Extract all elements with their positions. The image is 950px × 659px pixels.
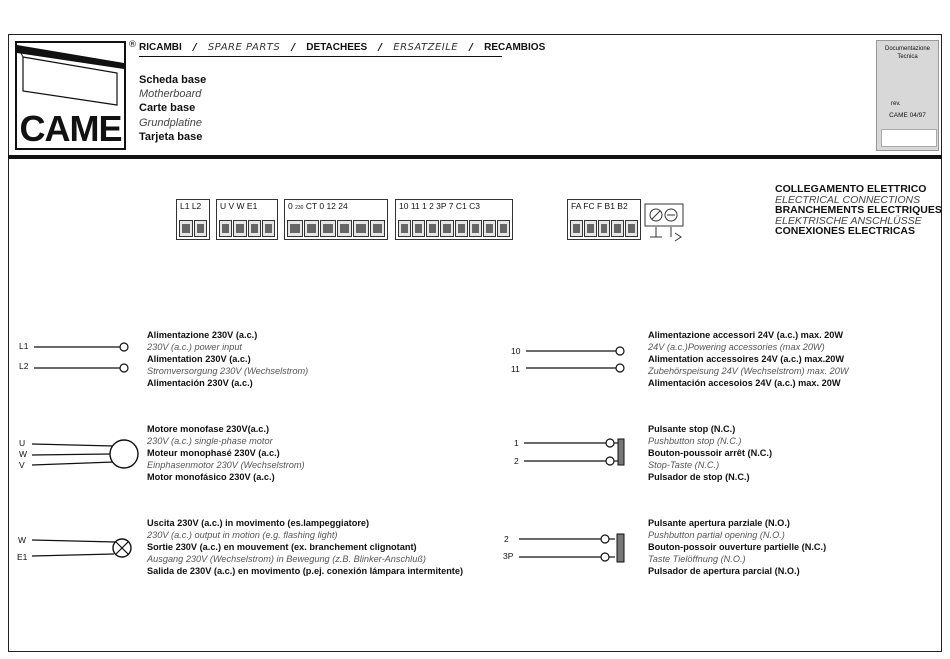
terminal-labels: U V W E1 [220, 201, 258, 211]
stop-description [648, 424, 772, 484]
wire-label-e1: E1 [17, 552, 28, 562]
doc-title-1: Documentazione [884, 46, 931, 52]
partial-opening-wiring-diagram [515, 531, 630, 567]
wire-label-w: W [19, 449, 28, 459]
desc-es: Salida de 230V (a.c.) en movimento (p.ej. conexión lámpara intermitente) [147, 565, 464, 576]
doc-blank-field [881, 129, 937, 147]
desc-es: Pulsador de stop (N.C.) [648, 471, 750, 482]
terminal-labels: FA FC F B1 B2 [571, 201, 628, 211]
desc-de: Zubehörspeisung 24V (Wechselstrom) max. 20W [648, 365, 849, 376]
power-wiring-diagram [30, 338, 135, 378]
lang-separator: / [291, 42, 296, 53]
desc-de: Stromversorgung 230V (Wechselstrom) [147, 365, 309, 376]
documentation-box [876, 40, 939, 151]
conn-title-fr: BRANCHEMENTS ELECTRIQUES [775, 204, 942, 216]
terminal-labels: 10 11 1 2 3P 7 C1 C3 [399, 201, 480, 211]
desc-de: Einphasenmotor 230V (Wechselstrom) [147, 459, 305, 470]
desc-en: 230V (a.c.) single-phase motor [147, 435, 273, 446]
accessories-wiring-diagram [520, 343, 630, 375]
wire-label-l1: L1 [19, 341, 29, 351]
came-logo [15, 41, 126, 150]
desc-de: Taste Tielöffnung (N.O.) [648, 553, 746, 564]
desc-it: Alimentazione 230V (a.c.) [147, 330, 258, 340]
wire-label-11: 11 [511, 364, 520, 374]
doc-rev: rev. [891, 101, 901, 107]
title-de: Grundplatine [139, 116, 202, 129]
desc-de: Ausgang 230V (Wechselstrom) in Bewegung (z.B. Blinker-Anschluß) [147, 553, 426, 564]
logo-text: CAME [19, 108, 122, 149]
conn-title-en: ELECTRICAL CONNECTIONS [775, 193, 921, 206]
languages-underline [139, 56, 502, 57]
desc-it: Pulsante apertura parziale (N.O.) [648, 518, 790, 528]
header-separator [8, 155, 942, 159]
title-es: Tarjeta base [139, 130, 203, 143]
desc-fr: Bouton-possoir ouverture partielle (N.C.) [648, 541, 827, 552]
desc-fr: Moteur monophasé 230V (a.c.) [147, 447, 280, 458]
desc-es: Alimentación accesoios 24V (a.c.) max. 20W [648, 377, 841, 388]
desc-de: Stop-Taste (N.C.) [648, 459, 720, 470]
languages-line [139, 42, 553, 53]
partial-opening-description [648, 518, 826, 578]
lang-ersatzeile: ERSATZEILE [393, 42, 459, 53]
terminal-block-power [176, 199, 210, 240]
registered-mark: ® [128, 40, 137, 50]
desc-es: Alimentación 230V (a.c.) [147, 377, 253, 388]
conn-title-de: ELEKTRISCHE ANSCHLÜSSE [775, 214, 922, 227]
power-description [147, 330, 308, 390]
desc-en: 230V (a.c.) power input [147, 341, 242, 352]
lang-separator: / [469, 42, 473, 53]
board-title [139, 73, 206, 144]
desc-fr: Bouton-poussoir arrêt (N.C.) [648, 447, 773, 458]
wire-label-w: W [18, 535, 27, 545]
accessories-description [648, 330, 849, 390]
title-it: Scheda base [139, 74, 207, 86]
wire-label-v: V [19, 460, 25, 470]
terminal-block-limit [567, 199, 641, 240]
lang-separator: / [192, 42, 197, 53]
desc-fr: Sortie 230V (a.c.) en mouvement (ex. branchement clignotant) [147, 541, 417, 552]
fuse-ground-icon [644, 203, 686, 243]
terminal-labels: 0 230 CT 0 12 24 [288, 201, 348, 211]
conn-title-it: COLLEGAMENTO ELETTRICO [775, 183, 927, 195]
doc-code: CAME 04/97 [889, 112, 926, 119]
wire-label-2: 2 [504, 534, 509, 544]
terminal-block-motor [216, 199, 278, 240]
desc-fr: Alimentation accessoires 24V (a.c.) max.20W [648, 353, 845, 364]
desc-it: Motore monofase 230V(a.c.) [147, 424, 270, 434]
desc-fr: Alimentation 230V (a.c.) [147, 353, 251, 364]
title-fr: Carte base [139, 102, 196, 115]
conn-title-es: CONEXIONES ELECTRICAS [775, 225, 916, 237]
stop-wiring-diagram [520, 435, 630, 471]
wire-label-3p: 3P [503, 551, 514, 561]
desc-es: Motor monofásico 230V (a.c.) [147, 471, 275, 482]
lang-detachees: DETACHEES [306, 42, 368, 53]
desc-it: Alimentazione accessori 24V (a.c.) max. 20W [648, 330, 844, 340]
connection-title [775, 184, 942, 237]
lang-spare-parts: SPARE PARTS [207, 42, 281, 53]
lang-separator: / [378, 42, 383, 53]
terminal-block-supply [284, 199, 388, 240]
lamp-wiring-diagram [28, 532, 138, 566]
wire-label-2: 2 [514, 456, 519, 466]
lamp-description [147, 518, 463, 578]
desc-en: 230V (a.c.) output in motion (e.g. flashing light) [147, 529, 338, 540]
lang-recambios: RECAMBIOS [484, 42, 546, 53]
wire-label-10: 10 [511, 346, 521, 356]
title-en: Motherboard [139, 88, 202, 101]
doc-title-2: Tecnica [897, 54, 918, 60]
desc-es: Pulsador de apertura parcial (N.O.) [648, 565, 800, 576]
desc-it: Pulsante stop (N.C.) [648, 424, 736, 434]
desc-en: 24V (a.c.)Powering accessories (max 20W) [648, 341, 825, 352]
motor-wiring-diagram [28, 434, 143, 474]
wire-label-1: 1 [514, 438, 519, 448]
terminal-labels: L1 L2 [180, 201, 202, 211]
terminal-block-controls [395, 199, 513, 240]
desc-it: Uscita 230V (a.c.) in movimento (es.lampeggiatore) [147, 518, 370, 528]
desc-en: Pushbutton partial opening (N.O.) [648, 529, 785, 540]
wire-label-l2: L2 [19, 361, 29, 371]
desc-en: Pushbutton stop (N.C.) [648, 435, 742, 446]
wire-label-u: U [19, 438, 26, 448]
lang-ricambi: RICAMBI [139, 42, 182, 53]
motor-description [147, 424, 305, 484]
